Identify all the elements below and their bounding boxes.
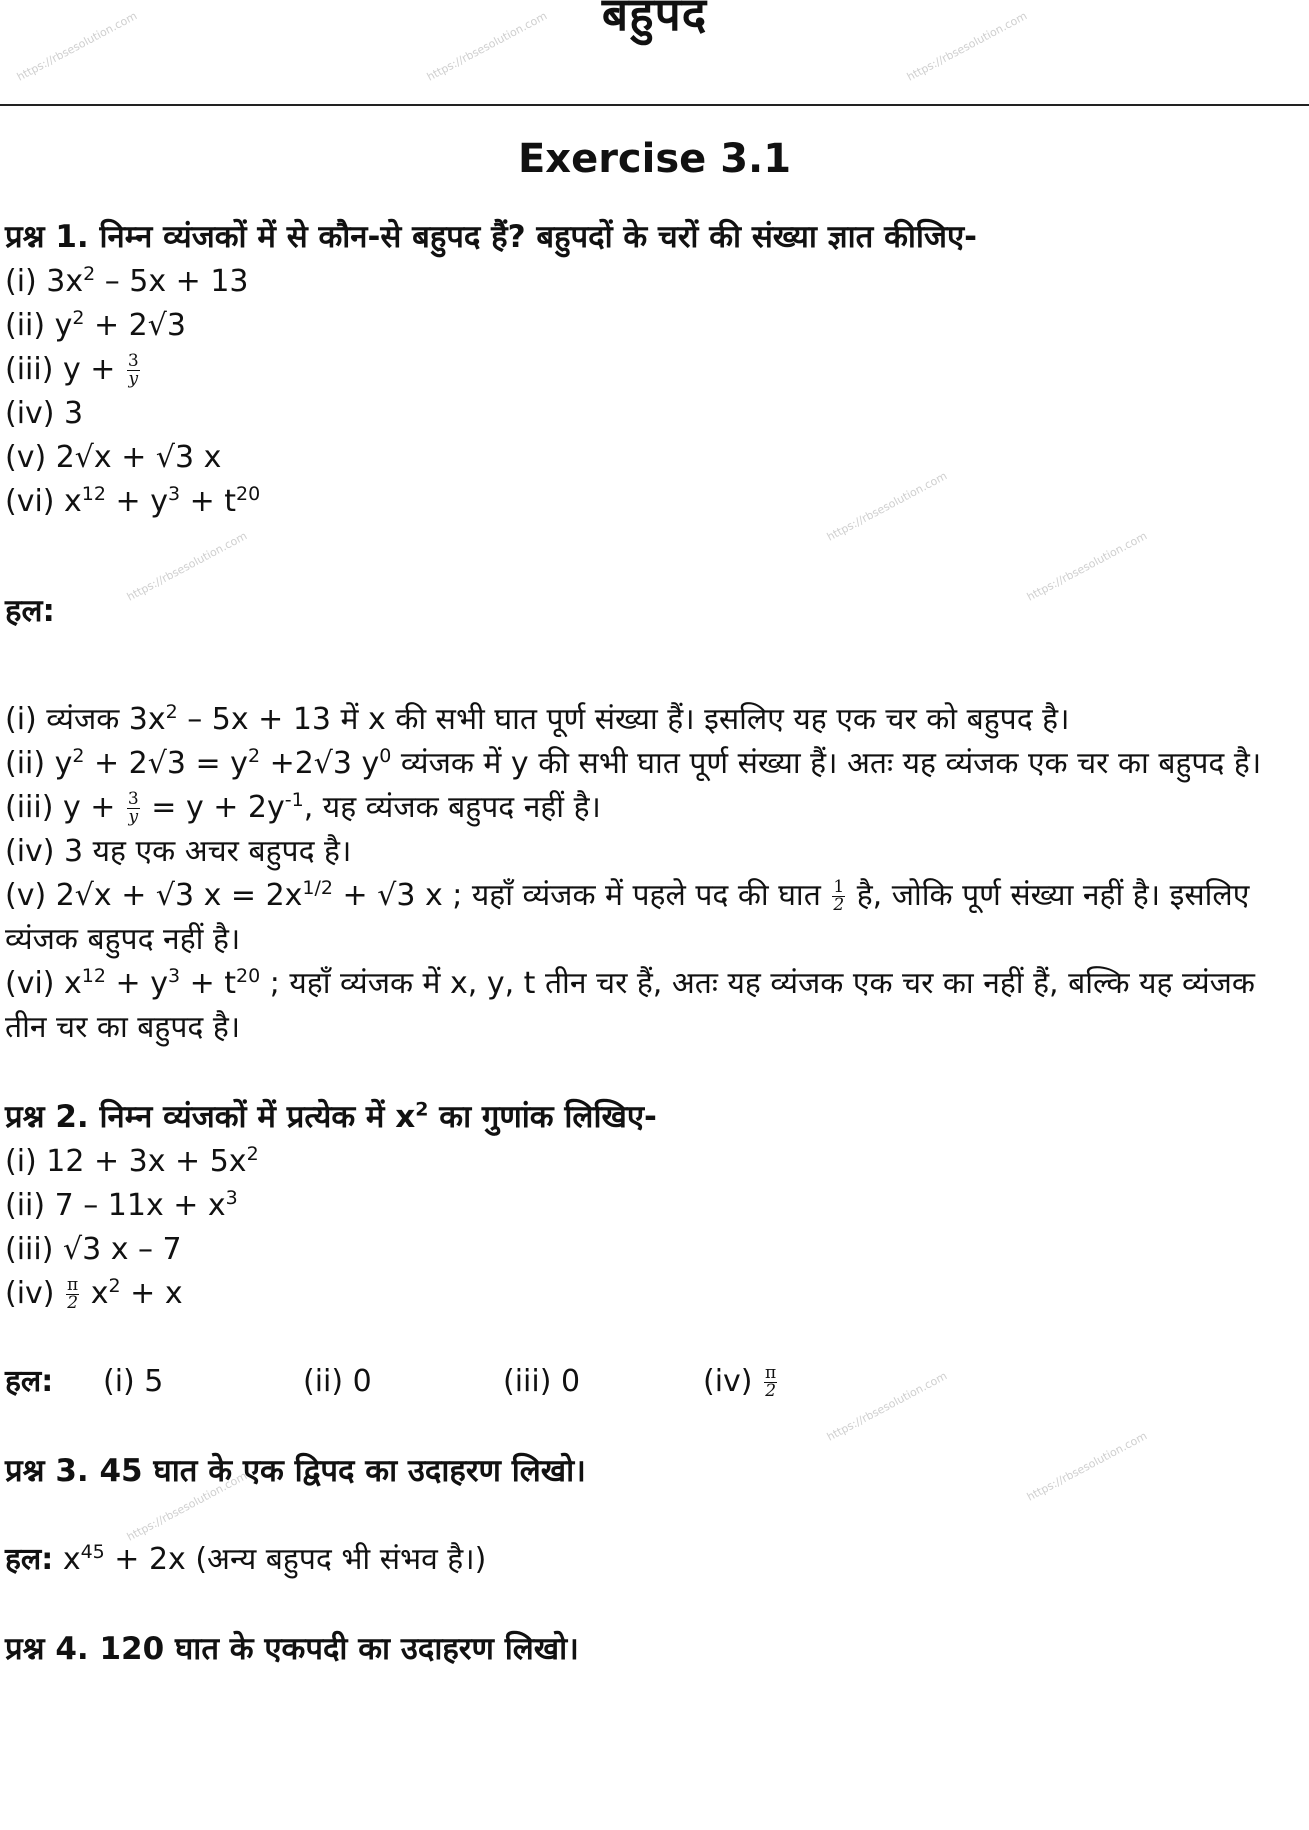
- q2-answer-ii: (ii) 0: [303, 1364, 372, 1399]
- watermark: https://rbsesolution.com: [124, 1469, 250, 1544]
- watermark: https://rbsesolution.com: [1024, 529, 1150, 604]
- q2-answer-iv: (iv) $\frac{\pi}{2}$: [703, 1363, 777, 1401]
- fraction: $\frac{1}{2}$: [833, 877, 845, 915]
- fraction: $\frac{3}{y}$: [127, 789, 139, 827]
- q1-part-iii: (iii) y + $\frac{3}{y}$: [5, 351, 139, 389]
- q1-answer-v: (v) 2√x + √3 $x = 2x^{1/2} + √3$ x ; यहाँ व्यंजक में पहले पद की घात $\frac{1}{2}$ है, जोकि पूर्ण संख्या नहीं है। इसलिए व्यंजक बहुपद नहीं है।: [5, 877, 1250, 957]
- content: [5, 214, 1295, 1672]
- q1-answer-iii: (iii) y + $\frac{3}{y}$ = $y + 2y^{-1}$, यह व्यंजक बहुपद नहीं है।: [5, 789, 601, 827]
- q2-part-iii: (iii) √3 x – 7: [5, 1232, 182, 1267]
- watermark: https://rbsesolution.com: [424, 9, 550, 84]
- q1-part-vi: (vi) $x^{12} + y^3 + t^{20}$: [5, 483, 261, 519]
- solution-label: हल:: [5, 593, 55, 629]
- question-1: प्रश्न 1. निम्न व्यंजकों में से कौन-से बहुपद हैं? बहुपदों के चरों की संख्या ज्ञात कीजिए-: [5, 219, 977, 255]
- page-title: बहुपद: [601, 0, 708, 41]
- q1-part-ii: (ii) $y^2 + 2√3$: [5, 307, 186, 343]
- watermark: https://rbsesolution.com: [124, 529, 250, 604]
- watermark: https://rbsesolution.com: [904, 9, 1030, 84]
- q1-part-iv: (iv) 3: [5, 396, 84, 431]
- q2-answer-iii: (iii) 0: [503, 1364, 581, 1399]
- q1-answer-i: (i) व्यंजक $3x^2 - 5x + 13$ में x की सभी घात पूर्ण संख्या हैं। इसलिए यह एक चर को बहुपद है।: [5, 701, 1070, 737]
- watermark: https://rbsesolution.com: [14, 9, 140, 84]
- watermark: https://rbsesolution.com: [824, 1369, 950, 1444]
- question-4: प्रश्न 4. 120 घात के एकपदी का उदाहरण लिखो।: [5, 1631, 579, 1667]
- question-3: प्रश्न 3. 45 घात के एक द्विपद का उदाहरण लिखो।: [5, 1453, 586, 1489]
- q3-answer: हल: $x^{45} + 2x$ (अन्य बहुपद भी संभव है।): [5, 1541, 487, 1577]
- fraction: $\frac{\pi}{2}$: [765, 1363, 777, 1401]
- fraction: $\frac{\pi}{2}$: [67, 1275, 79, 1313]
- solution-label: हल:: [5, 1364, 54, 1399]
- q2-answer-i: (i) 5: [103, 1364, 164, 1399]
- q1-part-i: (i) $3x^2 - 5x + 13$: [5, 263, 249, 299]
- q1-answer-ii: (ii) $y^2 + 2√3 = y^2 +2√3$ $y^0$ व्यंजक में y की सभी घात पूर्ण संख्या हैं। अतः यह व्यंजक एक चर का बहुपद है।: [5, 745, 1262, 781]
- title-divider: [0, 104, 1309, 106]
- fraction: $\frac{3}{y}$: [127, 351, 139, 389]
- q2-part-iv: (iv) $\frac{\pi}{2}$ $x^2 + x$: [5, 1275, 183, 1313]
- q2-answers: [5, 1360, 1295, 1404]
- question-2: प्रश्न 2. निम्न व्यंजकों में प्रत्येक में $x^2$ का गुणांक लिखिए-: [5, 1098, 657, 1135]
- watermark: https://rbsesolution.com: [1024, 1429, 1150, 1504]
- q2-part-ii: (ii) $7 - 11x + x^3$: [5, 1187, 238, 1223]
- q1-part-v: (v) 2√x + √3 x: [5, 440, 222, 475]
- q1-answer-vi: (vi) $x^{12} + y^3 + t^{20}$ ; यहाँ व्यंजक में x, y, t तीन चर हैं, अतः यह व्यंजक एक चर का नहीं हैं, बल्कि यह व्यंजक तीन चर का बहुपद है।: [5, 965, 1255, 1045]
- exercise-heading: Exercise 3.1: [517, 136, 792, 182]
- q2-part-i: (i) $12 + 3x + 5x^2$: [5, 1143, 259, 1179]
- q1-answer-iv: (iv) 3 यह एक अचर बहुपद है।: [5, 834, 352, 869]
- watermark: https://rbsesolution.com: [824, 469, 950, 544]
